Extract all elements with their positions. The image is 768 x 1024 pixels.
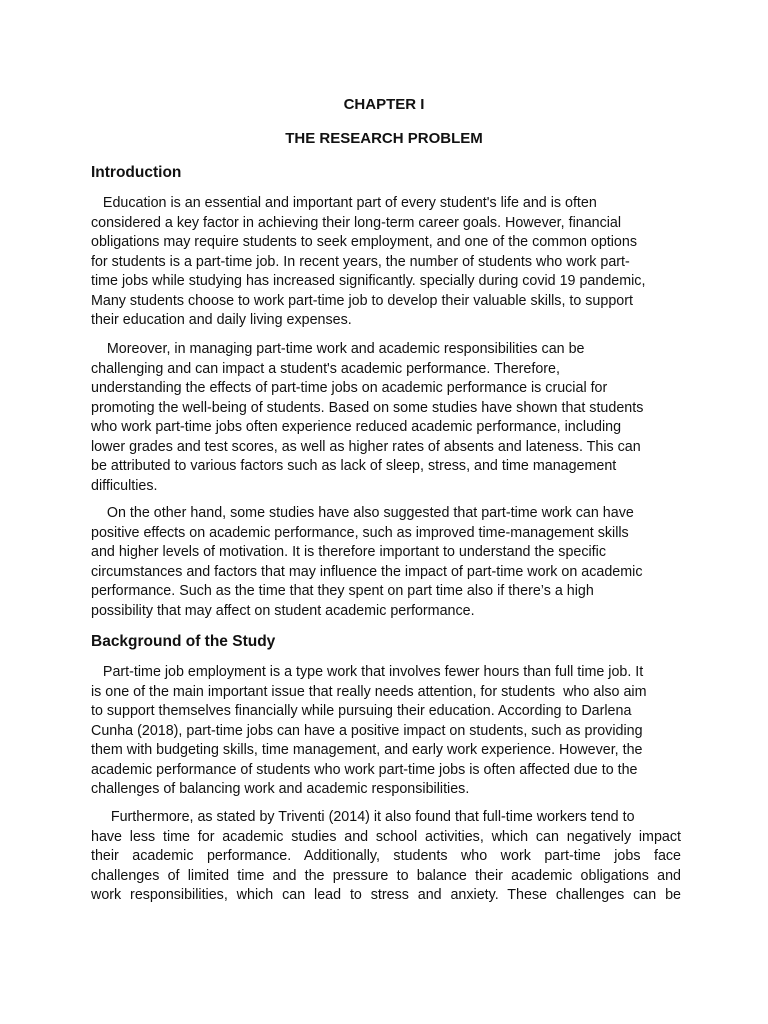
text-line: for students is a part-time job. In recent years, the number of students who work part-	[91, 253, 630, 270]
text-line: who work part-time jobs often experience reduced academic performance, including	[91, 419, 622, 435]
text-line: challenges of limited time and the pressure to balance their academic obligations and	[91, 867, 681, 884]
text-line: Education is an essential and important part of every student's life and is often	[91, 195, 597, 211]
text-line: have less time for academic studies and school activities, which can negatively impact	[91, 828, 681, 845]
text-line: possibility that may affect on student academic performance.	[91, 602, 475, 619]
intro-paragraph-3	[91, 504, 681, 621]
text-line: lower grades and test scores, as well as higher rates of absents and lateness. This can	[91, 438, 641, 455]
text-line: be attributed to various factors such as lack of sleep, stress, and time management	[91, 458, 617, 474]
background-paragraph-1	[91, 663, 681, 800]
text-line: Furthermore, as stated by Triventi (2014) it also found that full-time workers tend to	[91, 809, 635, 825]
text-line: Cunha (2018), part-time jobs can have a positive impact on students, such as providing	[91, 722, 643, 739]
text-line: their academic performance. Additionally, students who work part-time jobs face	[91, 848, 681, 864]
text-line: them with budgeting skills, time management, and early work experience. However, the	[91, 742, 643, 758]
chapter-title: THE RESEARCH PROBLEM	[285, 130, 483, 147]
intro-paragraph-1	[91, 194, 681, 331]
text-line: and higher levels of motivation. It is therefore important to understand the specific	[91, 544, 606, 560]
chapter-label: CHAPTER I	[343, 96, 425, 113]
text-line: challenges of balancing work and academic responsibilities.	[91, 781, 470, 797]
text-line: academic performance of students who work part-time jobs is often affected due to the	[91, 761, 638, 778]
text-line: challenging and can impact a student's academic performance. Therefore,	[91, 360, 560, 377]
text-line: work responsibilities, which can lead to stress and anxiety. These challenges can be	[91, 887, 681, 903]
text-line: Moreover, in managing part-time work and academic responsibilities can be	[91, 341, 585, 357]
text-line: circumstances and factors that may influence the impact of part-time work on academic	[91, 563, 643, 580]
text-line: On the other hand, some studies have also suggested that part-time work can have	[91, 505, 634, 521]
text-line: promoting the well-being of students. Based on some studies have shown that students	[91, 399, 644, 416]
text-line: time jobs while studying has increased significantly. specially during covid 19 pandemic,	[91, 273, 646, 289]
introduction-heading: Introduction	[91, 164, 182, 181]
text-line: understanding the effects of part-time jobs on academic performance is crucial for	[91, 380, 608, 396]
text-line: their education and daily living expenses.	[91, 312, 352, 328]
text-line: performance. Such as the time that they spent on part time also if there’s a high	[91, 583, 594, 599]
background-heading: Background of the Study	[91, 633, 276, 650]
text-line: to support themselves financially while pursuing their education. According to Darlena	[91, 703, 632, 719]
text-line: considered a key factor in achieving their long-term career goals. However, financial	[91, 214, 622, 231]
text-line: positive effects on academic performance, such as improved time-management skills	[91, 524, 629, 541]
background-paragraph-2	[91, 808, 681, 906]
intro-paragraph-2	[91, 340, 681, 496]
text-line: Many students choose to work part-time job to develop their valuable skills, to support	[91, 292, 633, 309]
text-line: Part-time job employment is a type work that involves fewer hours than full time job. It	[91, 664, 644, 680]
text-line: difficulties.	[91, 477, 158, 494]
text-line: is one of the main important issue that really needs attention, for students who also aim	[91, 683, 647, 700]
text-line: obligations may require students to seek employment, and one of the common options	[91, 234, 637, 250]
